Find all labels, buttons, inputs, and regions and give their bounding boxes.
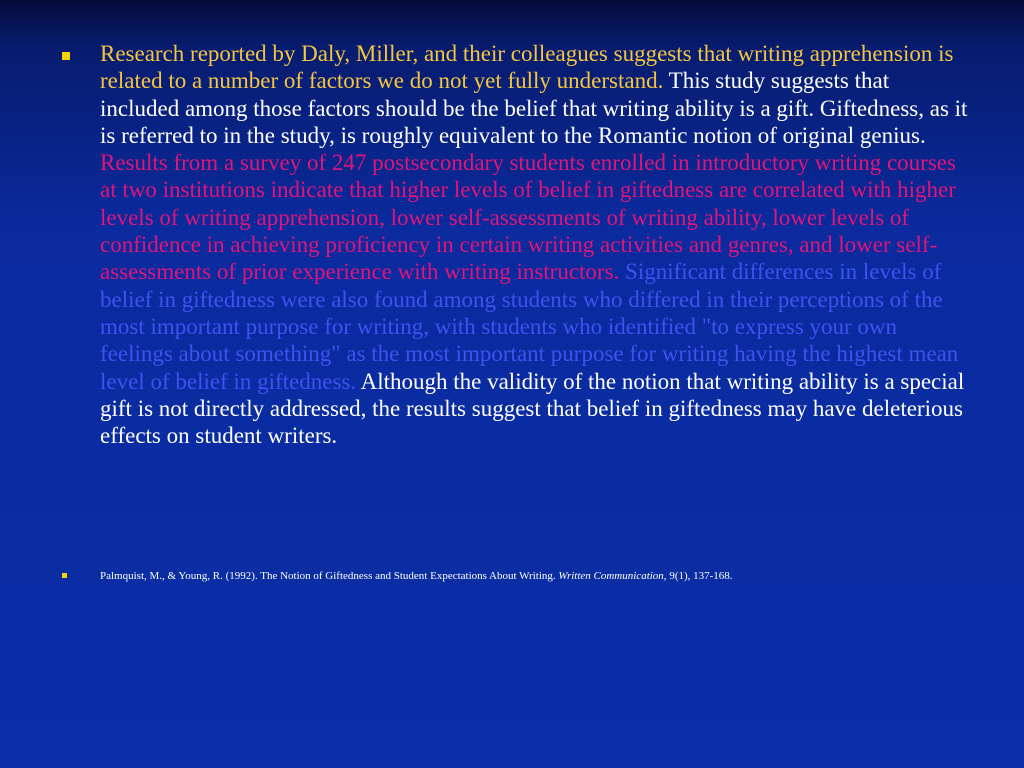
text-segment: Significant differences in levels of belief in giftedness were also found among students who differed in their perceptions of the most important purpose for writing, with students who identified "to express your own feelings about something" as the most important purpose for writing having the highest mean level of belief in giftedness.	[100, 259, 959, 394]
reference-authors-title: Palmquist, M., & Young, R. (1992). The Notion of Giftedness and Student Expectations About Writing.	[100, 570, 559, 582]
bullet-marker-icon	[62, 52, 70, 60]
text-segment: Research reported by Daly, Miller, and their colleagues suggests that writing apprehension is related to a number of factors we do not yet fully understand.	[100, 41, 954, 94]
text-segment: Results from a survey of 247 postsecondary students enrolled in introductory writing courses at two institutions indicate that higher levels of belief in giftedness are correlated with higher levels of writing apprehension, lower self-assessments of writing ability, lower levels of confidence in achieving proficiency in certain writing activities and genres, and lower self-assessments of prior experience with writing instructors.	[100, 150, 956, 285]
main-paragraph	[100, 40, 970, 449]
text-segment: This study suggests that included among those factors should be the belief that writing ability is a gift. Giftedness, as it is referred to in the study, is roughly equivalent to the Romantic notion of original genius.	[100, 68, 968, 148]
text-segment: Although the validity of the notion that writing ability is a special gift is not directly addressed, the results suggest that belief in giftedness may have deleterious effects on student writers.	[100, 368, 965, 449]
reference-citation	[100, 569, 970, 583]
bullet-marker-icon	[62, 573, 67, 578]
reference-journal: Written Communication,	[558, 570, 667, 582]
reference-volume-pages: 9(1), 137-168.	[666, 570, 733, 582]
